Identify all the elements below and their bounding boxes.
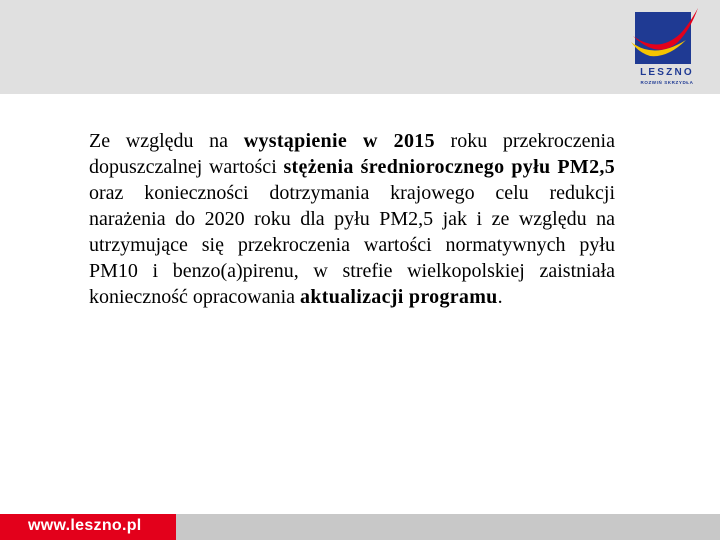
main-paragraph: [89, 128, 615, 310]
header-band: [0, 0, 720, 94]
paragraph-text-3: oraz konieczności dotrzymania krajowego celu redukcji narażenia do 2020 roku dla pyłu PM2,5 jak i ze względu na utrzymujące się przekroczenia wartości normatywnych pyłu PM10 i benzo(a)pirenu, w strefie wielkopolskiej zaistniała konieczność opracowania: [89, 182, 615, 308]
footer-band: [0, 514, 720, 540]
paragraph-bold-2: stężenia średniorocznego pyłu PM2,5: [283, 156, 615, 178]
paragraph-text-2: roku przekroczenia dopuszczalnej wartości: [89, 130, 615, 178]
paragraph-text-4: .: [497, 286, 503, 308]
logo-subtitle: ROZWIŃ SKRZYDŁA: [640, 80, 694, 85]
leszno-logo[interactable]: [628, 4, 706, 90]
logo-name: LESZNO: [640, 67, 694, 78]
paragraph-bold-1: wystąpienie w 2015: [243, 130, 435, 152]
footer-url-block[interactable]: [0, 514, 176, 540]
paragraph-bold-3: aktualizacji programu: [300, 286, 498, 308]
logo-square: [635, 12, 691, 64]
footer-url-link[interactable]: www.leszno.pl: [28, 517, 142, 534]
paragraph-text-1: Ze względu na: [89, 130, 244, 152]
